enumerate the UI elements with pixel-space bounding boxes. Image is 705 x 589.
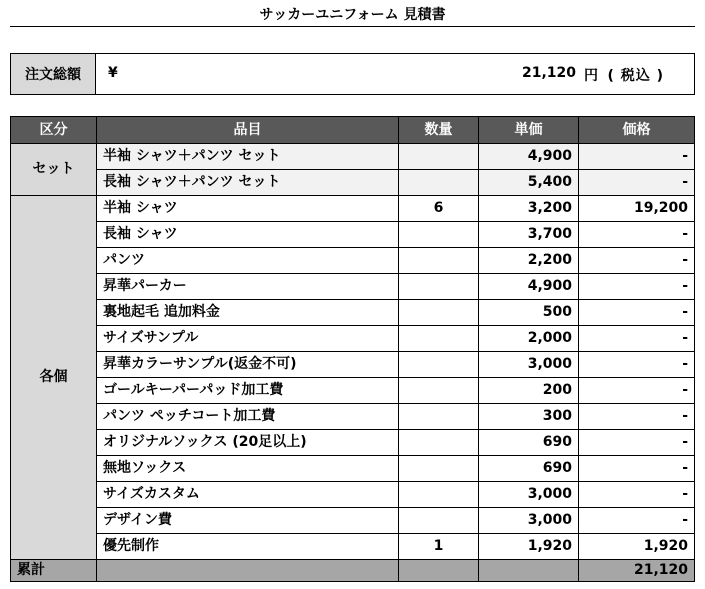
page-title: サッカーユニフォーム 見積書: [259, 7, 446, 23]
price-cell: -: [579, 508, 695, 534]
table-row: [11, 508, 695, 534]
quantity-cell[interactable]: [399, 456, 479, 482]
table-row: [11, 404, 695, 430]
item-name: 昇華パーカー: [97, 274, 399, 300]
quantity-cell[interactable]: [399, 378, 479, 404]
order-total-box: [10, 53, 695, 95]
table-row: [11, 274, 695, 300]
unit-price-cell: 5,400: [479, 170, 579, 196]
price-cell: -: [579, 352, 695, 378]
quantity-cell[interactable]: [399, 300, 479, 326]
table-row: [11, 456, 695, 482]
header-item: 品目: [97, 117, 399, 144]
quantity-cell[interactable]: [399, 248, 479, 274]
item-name: 無地ソックス: [97, 456, 399, 482]
header-category: 区分: [11, 117, 97, 144]
price-cell: -: [579, 326, 695, 352]
price-cell: -: [579, 404, 695, 430]
title-underline: [10, 26, 695, 27]
order-total-amount: 21,120: [521, 65, 576, 81]
table-row: [11, 300, 695, 326]
price-cell: -: [579, 300, 695, 326]
price-cell: -: [579, 482, 695, 508]
item-name: オリジナルソックス (20足以上): [97, 430, 399, 456]
quantity-cell[interactable]: 1: [399, 534, 479, 560]
table-row: [11, 326, 695, 352]
category-cell-set: セット: [11, 144, 97, 196]
quantity-cell[interactable]: [399, 170, 479, 196]
quantity-cell[interactable]: [399, 508, 479, 534]
item-name: パンツ ペッチコート加工費: [97, 404, 399, 430]
item-name: デザイン費: [97, 508, 399, 534]
unit-price-cell: 3,000: [479, 352, 579, 378]
price-cell: -: [579, 378, 695, 404]
table-row: [11, 352, 695, 378]
unit-price-cell: 2,000: [479, 326, 579, 352]
unit-price-cell: 3,700: [479, 222, 579, 248]
quantity-cell[interactable]: [399, 144, 479, 170]
total-label: 累計: [11, 560, 97, 582]
item-name: 半袖 シャツ＋パンツ セット: [97, 144, 399, 170]
price-cell: -: [579, 430, 695, 456]
price-cell: -: [579, 144, 695, 170]
currency-unit: 円: [584, 68, 598, 84]
currency-symbol: ¥: [108, 65, 118, 81]
table-header-row: [11, 117, 695, 144]
price-cell: 19,200: [579, 196, 695, 222]
quantity-cell[interactable]: [399, 222, 479, 248]
quantity-cell[interactable]: [399, 404, 479, 430]
table-row: [11, 534, 695, 560]
quantity-cell[interactable]: 6: [399, 196, 479, 222]
table-row: [11, 430, 695, 456]
table-row: [11, 482, 695, 508]
unit-price-cell: 4,900: [479, 144, 579, 170]
table-row: [11, 248, 695, 274]
unit-price-cell: 300: [479, 404, 579, 430]
estimate-table: [10, 116, 695, 582]
quantity-cell[interactable]: [399, 326, 479, 352]
price-cell: -: [579, 274, 695, 300]
quantity-cell[interactable]: [399, 430, 479, 456]
table-row: [11, 222, 695, 248]
header-price: 価格: [579, 117, 695, 144]
price-cell: -: [579, 222, 695, 248]
unit-price-cell: 690: [479, 456, 579, 482]
total-value: 21,120: [579, 560, 695, 582]
total-empty-cell: [479, 560, 579, 582]
quantity-cell[interactable]: [399, 352, 479, 378]
item-name: 裏地起毛 追加料金: [97, 300, 399, 326]
unit-price-cell: 500: [479, 300, 579, 326]
quantity-cell[interactable]: [399, 274, 479, 300]
table-row: [11, 378, 695, 404]
price-cell: 1,920: [579, 534, 695, 560]
tax-included-note: ( 税込 ): [607, 68, 664, 84]
item-name: サイズサンプル: [97, 326, 399, 352]
item-name: 長袖 シャツ: [97, 222, 399, 248]
item-name: ゴールキーパーパッド加工費: [97, 378, 399, 404]
item-name: パンツ: [97, 248, 399, 274]
unit-price-cell: 4,900: [479, 274, 579, 300]
unit-price-cell: 200: [479, 378, 579, 404]
unit-price-cell: 2,200: [479, 248, 579, 274]
unit-price-cell: 3,000: [479, 508, 579, 534]
unit-price-cell: 690: [479, 430, 579, 456]
order-total-label: 注文総額: [11, 54, 96, 94]
category-cell-individual: 各個: [11, 196, 97, 560]
price-cell: -: [579, 248, 695, 274]
header-unit-price: 単価: [479, 117, 579, 144]
total-empty-cell: [97, 560, 399, 582]
total-row: [11, 560, 695, 582]
item-name: 長袖 シャツ＋パンツ セット: [97, 170, 399, 196]
total-empty-cell: [399, 560, 479, 582]
unit-price-cell: 3,200: [479, 196, 579, 222]
item-name: 昇華カラーサンプル(返金不可): [97, 352, 399, 378]
price-cell: -: [579, 456, 695, 482]
table-row: [11, 144, 695, 170]
unit-price-cell: 1,920: [479, 534, 579, 560]
order-total-value-cell: [96, 54, 694, 94]
price-cell: -: [579, 170, 695, 196]
item-name: 優先制作: [97, 534, 399, 560]
table-row: [11, 170, 695, 196]
unit-price-cell: 3,000: [479, 482, 579, 508]
table-row: [11, 196, 695, 222]
item-name: 半袖 シャツ: [97, 196, 399, 222]
item-name: サイズカスタム: [97, 482, 399, 508]
quantity-cell[interactable]: [399, 482, 479, 508]
header-quantity: 数量: [399, 117, 479, 144]
